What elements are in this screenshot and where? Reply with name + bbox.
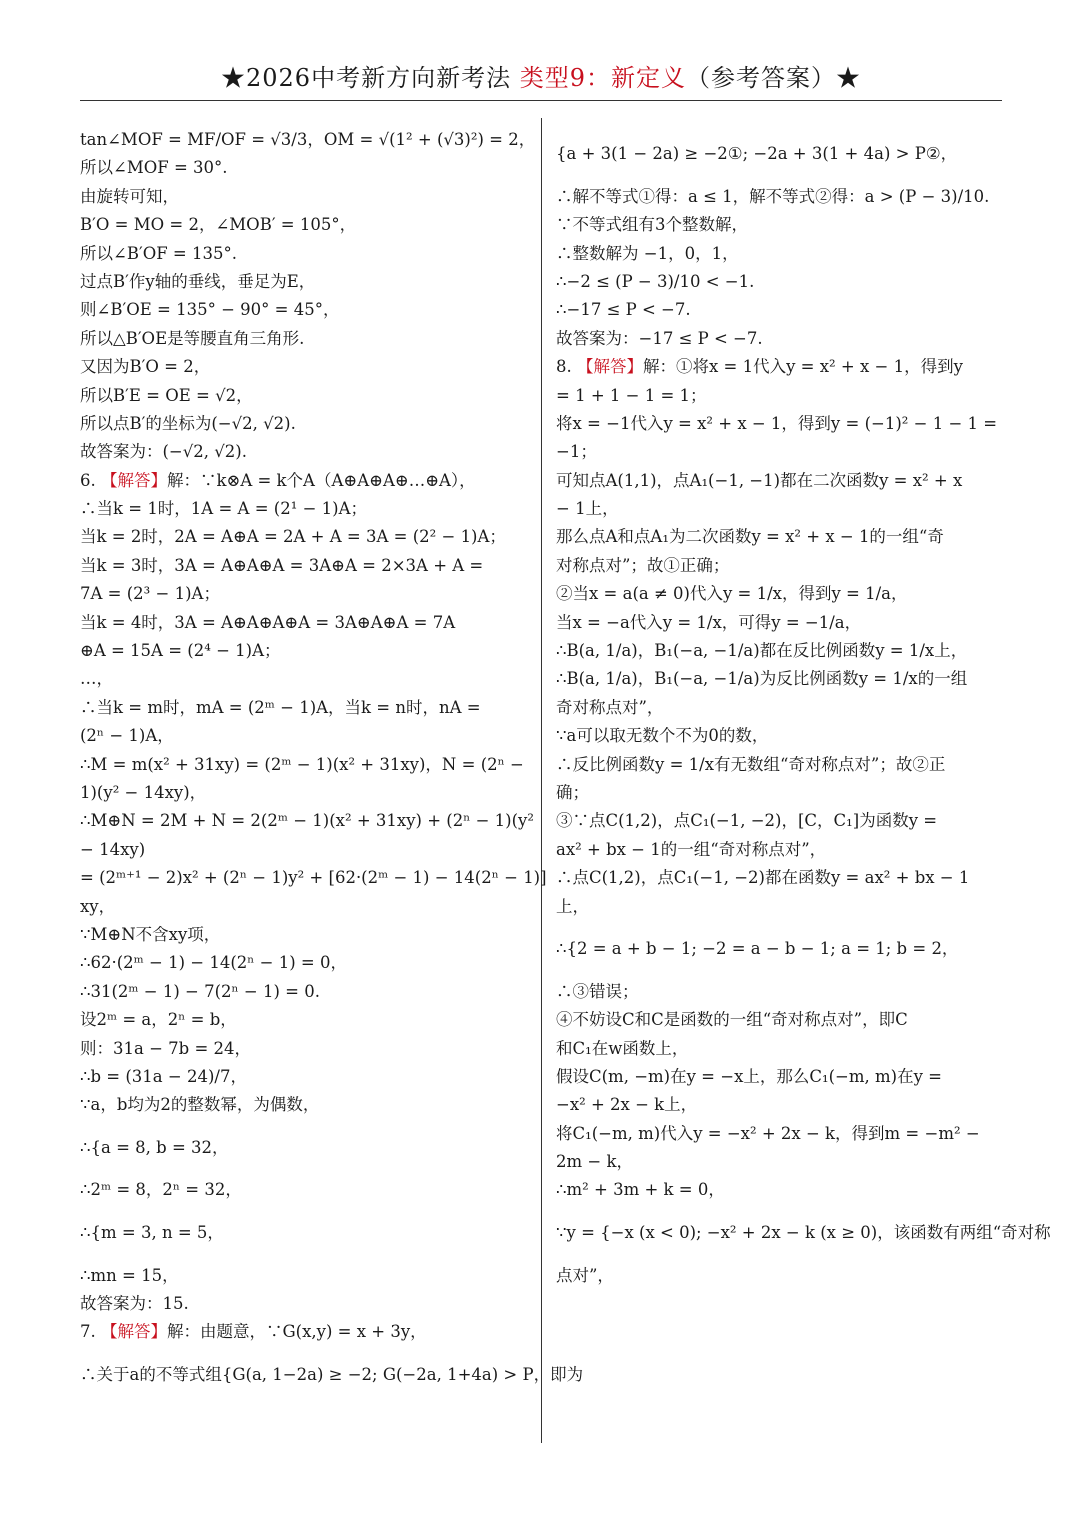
solution-line: (2ⁿ − 1)A， — [80, 726, 174, 746]
solution-line: ∴M⊕N = 2M + N = 2(2ᵐ − 1)(x² + 31xy) + (2ⁿ − 1)(y² — [80, 811, 534, 831]
solution-line: ∴B(a, 1/a)，B₁(−a, −1/a)为反比例函数y = 1/x的一组 — [556, 669, 968, 689]
header-prefix: ★2026中考新方向新考法 — [221, 64, 512, 92]
solution-line: 故答案为：(−√2, √2). — [80, 442, 247, 462]
solution-line: tan∠MOF = MF/OF = √3/3，OM = √(1² + (√3)²) = 2， — [80, 130, 536, 149]
solution-line: 7A = (2³ − 1)A； — [80, 584, 220, 604]
solution-line: xy， — [80, 896, 116, 916]
solution-line: 可知点A(1,1)，点A₁(−1, −1)都在二次函数y = x² + x — [556, 470, 963, 490]
solution-line: ∴−17 ≤ P < −7. — [556, 300, 691, 320]
solution-line: 7. 【解答】解：由题意，∵G(x,y) = x + 3y， — [80, 1322, 427, 1342]
header-rule — [80, 100, 1002, 101]
solution-line: 1)(y² − 14xy)， — [80, 782, 207, 802]
solution-line: {a + 3(1 − 2a) ≥ −2①; −2a + 3(1 + 4a) > P②， — [556, 144, 958, 163]
solution-line: 故答案为：15. — [80, 1294, 189, 1314]
solution-line: ∴m² + 3m + k = 0， — [556, 1180, 725, 1200]
solution-line: ∴③错误； — [556, 981, 639, 1001]
solution-line: 确； — [556, 783, 589, 802]
solution-line: B′O = MO = 2，∠MOB′ = 105°， — [80, 215, 357, 235]
answer-marker: 【解答】 — [101, 1322, 167, 1342]
answer-marker: 【解答】 — [577, 357, 643, 377]
solution-line: 将x = −1代入y = x² + x − 1，得到y = (−1)² − 1 − 1 = — [556, 413, 998, 433]
solution-line: ∴−2 ≤ (P − 3)/10 < −1. — [556, 271, 755, 291]
solution-line: ∴当k = m时，mA = (2ᵐ − 1)A，当k = n时，nA = — [80, 697, 481, 717]
solution-line: ∴B(a, 1/a)，B₁(−a, −1/a)都在反比例函数y = 1/x上， — [556, 641, 968, 661]
solution-line: 假设C(m, −m)在y = −x上，那么C₁(−m, m)在y = — [556, 1066, 942, 1086]
page-header — [80, 58, 1002, 93]
solution-line: ∴b = (31a − 24)/7， — [80, 1066, 247, 1086]
solution-line: 所以△B′OE是等腰直角三角形. — [80, 328, 305, 348]
solution-line: 2m − k， — [556, 1152, 633, 1172]
solution-line: = (2ᵐ⁺¹ − 2)x² + (2ⁿ − 1)y² + [62·(2ᵐ − 1) − 14(2ⁿ − 1)] — [80, 868, 547, 888]
solution-line: 则：31a − 7b = 24， — [80, 1038, 252, 1058]
solution-line: ∵M⊕N不含xy项， — [80, 924, 221, 944]
solution-line: 所以∠MOF = 30°. — [80, 158, 228, 178]
solution-line: ∴关于a的不等式组{G(a, 1−2a) ≥ −2; G(−2a, 1+4a) > P，即为 — [80, 1364, 584, 1384]
solution-line: ∴点C(1,2)，点C₁(−1, −2)都在函数y = ax² + bx − 1 — [556, 868, 970, 888]
solution-line: ax² + bx − 1的一组“奇对称点对”， — [556, 839, 827, 859]
solution-line: − 14xy) — [80, 839, 146, 859]
solution-line: 当k = 3时，3A = A⊕A⊕A = 3A⊕A = 2×3A + A = — [80, 555, 484, 575]
solution-line: 所以点B′的坐标为(−√2, √2). — [80, 413, 296, 433]
right-column — [556, 126, 1051, 1290]
solution-line: 所以∠B′OF = 135°. — [80, 243, 237, 263]
solution-line: 当x = −a代入y = 1/x，可得y = −1/a， — [556, 612, 862, 632]
solution-line: 那么点A和点A₁为二次函数y = x² + x − 1的一组“奇 — [556, 527, 944, 547]
header-suffix: （参考答案）★ — [686, 64, 861, 92]
solution-line: ∴整数解为 −1，0，1， — [556, 243, 739, 263]
solution-line: ∵a，b均为2的整数幂，为偶数， — [80, 1095, 320, 1115]
solution-line: ∴62·(2ᵐ − 1) − 14(2ⁿ − 1) = 0， — [80, 953, 347, 973]
solution-line: 设2ᵐ = a，2ⁿ = b， — [80, 1010, 237, 1030]
solution-line: ∴反比例函数y = 1/x有无数组“奇对称点对”；故②正 — [556, 754, 946, 774]
solution-line: ∵不等式组有3个整数解， — [556, 215, 748, 235]
solution-line: ∵y = {−x (x < 0); −x² + 2x − k (x ≥ 0)，该函数有两组“奇对称 — [556, 1222, 1051, 1242]
solution-line: 点对”， — [556, 1265, 614, 1285]
solution-line: ∴{a = 8, b = 32， — [80, 1137, 229, 1157]
solution-line: 奇对称点对”， — [556, 697, 664, 717]
answer-marker: 【解答】 — [101, 470, 167, 490]
solution-line: 对称点对”；故①正确； — [556, 555, 730, 575]
solution-line: −x² + 2x − k上， — [556, 1095, 698, 1115]
solution-line: 又因为B′O = 2， — [80, 357, 211, 377]
solution-line: ∴当k = 1时，1A = A = (2¹ − 1)A； — [80, 499, 367, 519]
left-column — [80, 126, 584, 1404]
solution-line: ∴M = m(x² + 31xy) = (2ᵐ − 1)(x² + 31xy)，N = (2ⁿ − — [80, 754, 524, 774]
header-type-label: 类型9：新定义 — [519, 64, 686, 92]
solution-line: 过点B′作y轴的垂线，垂足为E， — [80, 271, 316, 291]
solution-line: ∵a可以取无数个不为0的数， — [556, 726, 769, 746]
solution-line: 和C₁在w函数上， — [556, 1038, 689, 1058]
solution-line: − 1上， — [556, 499, 619, 519]
solution-line: 故答案为：−17 ≤ P < −7. — [556, 328, 763, 348]
solution-line: 6. 【解答】解：∵k⊗A = k个A（A⊕A⊕A⊕…⊕A）， — [80, 470, 476, 490]
solution-line: ∴31(2ᵐ − 1) − 7(2ⁿ − 1) = 0. — [80, 981, 320, 1001]
solution-line: 由旋转可知， — [80, 186, 179, 206]
solution-line: ④不妨设C和C是函数的一组“奇对称点对”，即C — [556, 1010, 908, 1030]
solution-line: ②当x = a(a ≠ 0)代入y = 1/x，得到y = 1/a， — [556, 584, 908, 604]
solution-line: 当k = 2时，2A = A⊕A = 2A + A = 3A = (2² − 1)A； — [80, 527, 506, 547]
solution-line: ⊕A = 15A = (2⁴ − 1)A； — [80, 641, 281, 661]
solution-line: ∴{m = 3, n = 5， — [80, 1222, 224, 1242]
solution-line: …， — [80, 669, 113, 689]
solution-line: −1； — [556, 442, 597, 462]
solution-line: ∴{2 = a + b − 1; −2 = a − b − 1; a = 1; b = 2， — [556, 938, 959, 958]
solution-line: ∴2ᵐ = 8，2ⁿ = 32， — [80, 1180, 242, 1200]
solution-line: 上， — [556, 896, 589, 916]
solution-line: 则∠B′OE = 135° − 90° = 45°， — [80, 300, 340, 320]
solution-line: 8. 【解答】解：①将x = 1代入y = x² + x − 1，得到y — [556, 357, 963, 377]
solution-line: ∴mn = 15， — [80, 1265, 179, 1285]
solution-line: 所以B′E = OE = √2， — [80, 385, 253, 405]
solution-line: ∴解不等式①得：a ≤ 1，解不等式②得：a > (P − 3)/10. — [556, 186, 990, 206]
solution-line: 当k = 4时，3A = A⊕A⊕A⊕A = 3A⊕A⊕A = 7A — [80, 612, 456, 632]
solution-line: ③∵点C(1,2)，点C₁(−1, −2)，[C，C₁]为函数y = — [556, 811, 938, 831]
solution-line: = 1 + 1 − 1 = 1； — [556, 385, 707, 405]
column-divider — [541, 118, 542, 1443]
solution-line: 将C₁(−m, m)代入y = −x² + 2x − k，得到m = −m² − — [556, 1123, 980, 1143]
